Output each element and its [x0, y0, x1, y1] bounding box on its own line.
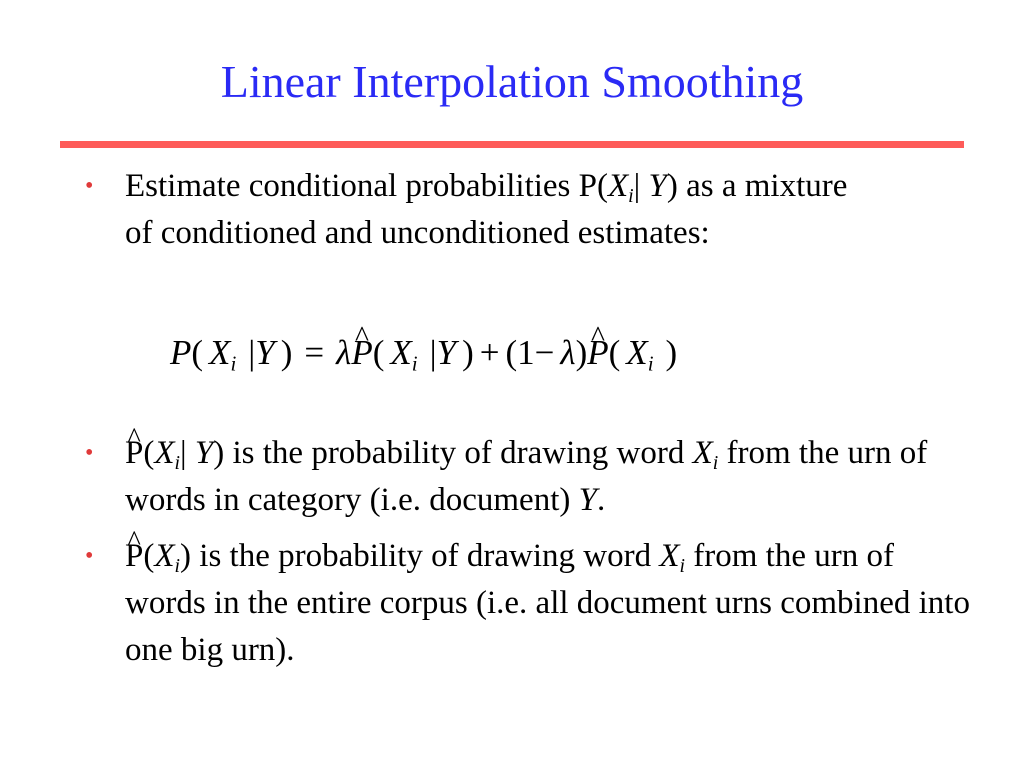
title-divider	[60, 141, 964, 148]
bullet-marker-1: •	[85, 173, 94, 199]
bullet-2	[92, 430, 972, 524]
slide-title: Linear Interpolation Smoothing	[220, 56, 804, 107]
bullet-3-text: ^ $P(X_i)$ is the probability of drawing word $X_i$ from the urn of words in the entire corpus (i.e. all document urns combined into one big urn).	[125, 533, 972, 674]
bullet-3	[92, 533, 972, 674]
bullet-marker-2: •	[85, 440, 94, 466]
bullet-marker-3: •	[85, 543, 94, 569]
bullet-1	[92, 163, 882, 257]
interpolation-formula: P( $X_i$ |Y ) = λ^ P( $X_i$ |Y ) + (1− λ)^ P( $X_i$ )	[170, 328, 870, 378]
bullet-2-text: ^ $P(X_i|$ Y) is the probability of drawing word $X_i$ from the urn of words in category (i.e. document) Y.	[125, 430, 972, 524]
bullet-1-text: Estimate conditional probabilities $P(X_i|$ Y) as a mixture of conditioned and unconditioned estimates:	[125, 168, 848, 251]
